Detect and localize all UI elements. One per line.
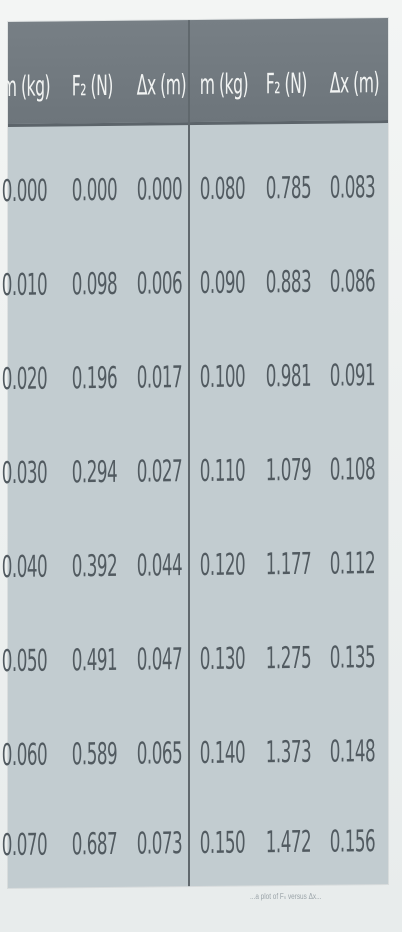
table-cell: 1.472 (265, 824, 312, 861)
table-cell: 0.010 (1, 267, 48, 304)
data-table (1, 18, 388, 888)
table-cell: 0.130 (199, 641, 246, 677)
table-cell: 0.294 (71, 454, 118, 491)
table-cell: 1.373 (265, 734, 312, 771)
table-cell: 1.079 (265, 452, 312, 489)
header-mass-right: m (kg) (199, 67, 249, 101)
table-cell: 0.091 (329, 358, 376, 394)
table-cell: 1.177 (265, 546, 312, 583)
table-cell: 0.098 (71, 266, 118, 303)
table-cell: 0.006 (136, 266, 183, 302)
caption-text: ...a plot of Fₛ versus Δx... (250, 892, 322, 901)
table-cell: 0.040 (1, 549, 48, 586)
table-cell: 0.027 (136, 454, 183, 490)
column-divider (188, 20, 190, 886)
table-cell: 0.017 (136, 360, 183, 396)
table-cell: 0.083 (329, 170, 376, 206)
header-force-left: F₂ (N) (71, 68, 113, 103)
table-header (1, 18, 388, 124)
table-cell: 0.050 (1, 643, 48, 680)
table-cell: 0.392 (71, 548, 118, 585)
table-cell: 0.086 (329, 264, 376, 300)
header-displacement-left: Δx (m) (136, 68, 187, 102)
table-cell: 0.589 (71, 736, 118, 773)
table-cell: 1.275 (265, 640, 312, 677)
table-cell: 0.000 (71, 172, 118, 209)
header-displacement-right: Δx (m) (329, 66, 380, 100)
table-cell: 0.090 (199, 265, 246, 301)
table-cell: 0.000 (1, 173, 48, 210)
table-cell: 0.073 (136, 826, 183, 862)
table-cell: 0.981 (265, 358, 312, 395)
table-cell: 0.112 (329, 546, 376, 582)
table-cell: 0.687 (71, 826, 118, 863)
table-cell: 0.060 (1, 737, 48, 774)
table-cell: 0.000 (136, 172, 183, 208)
table-cell: 0.883 (265, 264, 312, 301)
table-cell: 0.150 (199, 825, 246, 861)
table-cell: 0.100 (199, 359, 246, 395)
table-cell: 0.020 (1, 361, 48, 398)
table-cell: 0.047 (136, 642, 183, 678)
table-cell: 0.044 (136, 548, 183, 584)
table-cell: 0.030 (1, 455, 48, 492)
table-cell: 0.196 (71, 360, 118, 397)
table-cell: 0.108 (329, 452, 376, 488)
table-cell: 0.065 (136, 736, 183, 772)
table-cell: 0.148 (329, 734, 376, 770)
table-cell: 0.156 (329, 824, 376, 860)
table-cell: 0.785 (265, 170, 312, 207)
table-cell: 0.080 (199, 171, 246, 207)
header-mass-left: m (kg) (1, 69, 51, 104)
header-force-right: F₂ (N) (265, 66, 307, 101)
table-cell: 0.110 (199, 453, 246, 489)
table-cell: 0.070 (1, 827, 48, 864)
table-cell: 0.135 (329, 640, 376, 676)
table-cell: 0.140 (199, 735, 246, 771)
table-cell: 0.120 (199, 547, 246, 583)
table-cell: 0.491 (71, 642, 118, 679)
